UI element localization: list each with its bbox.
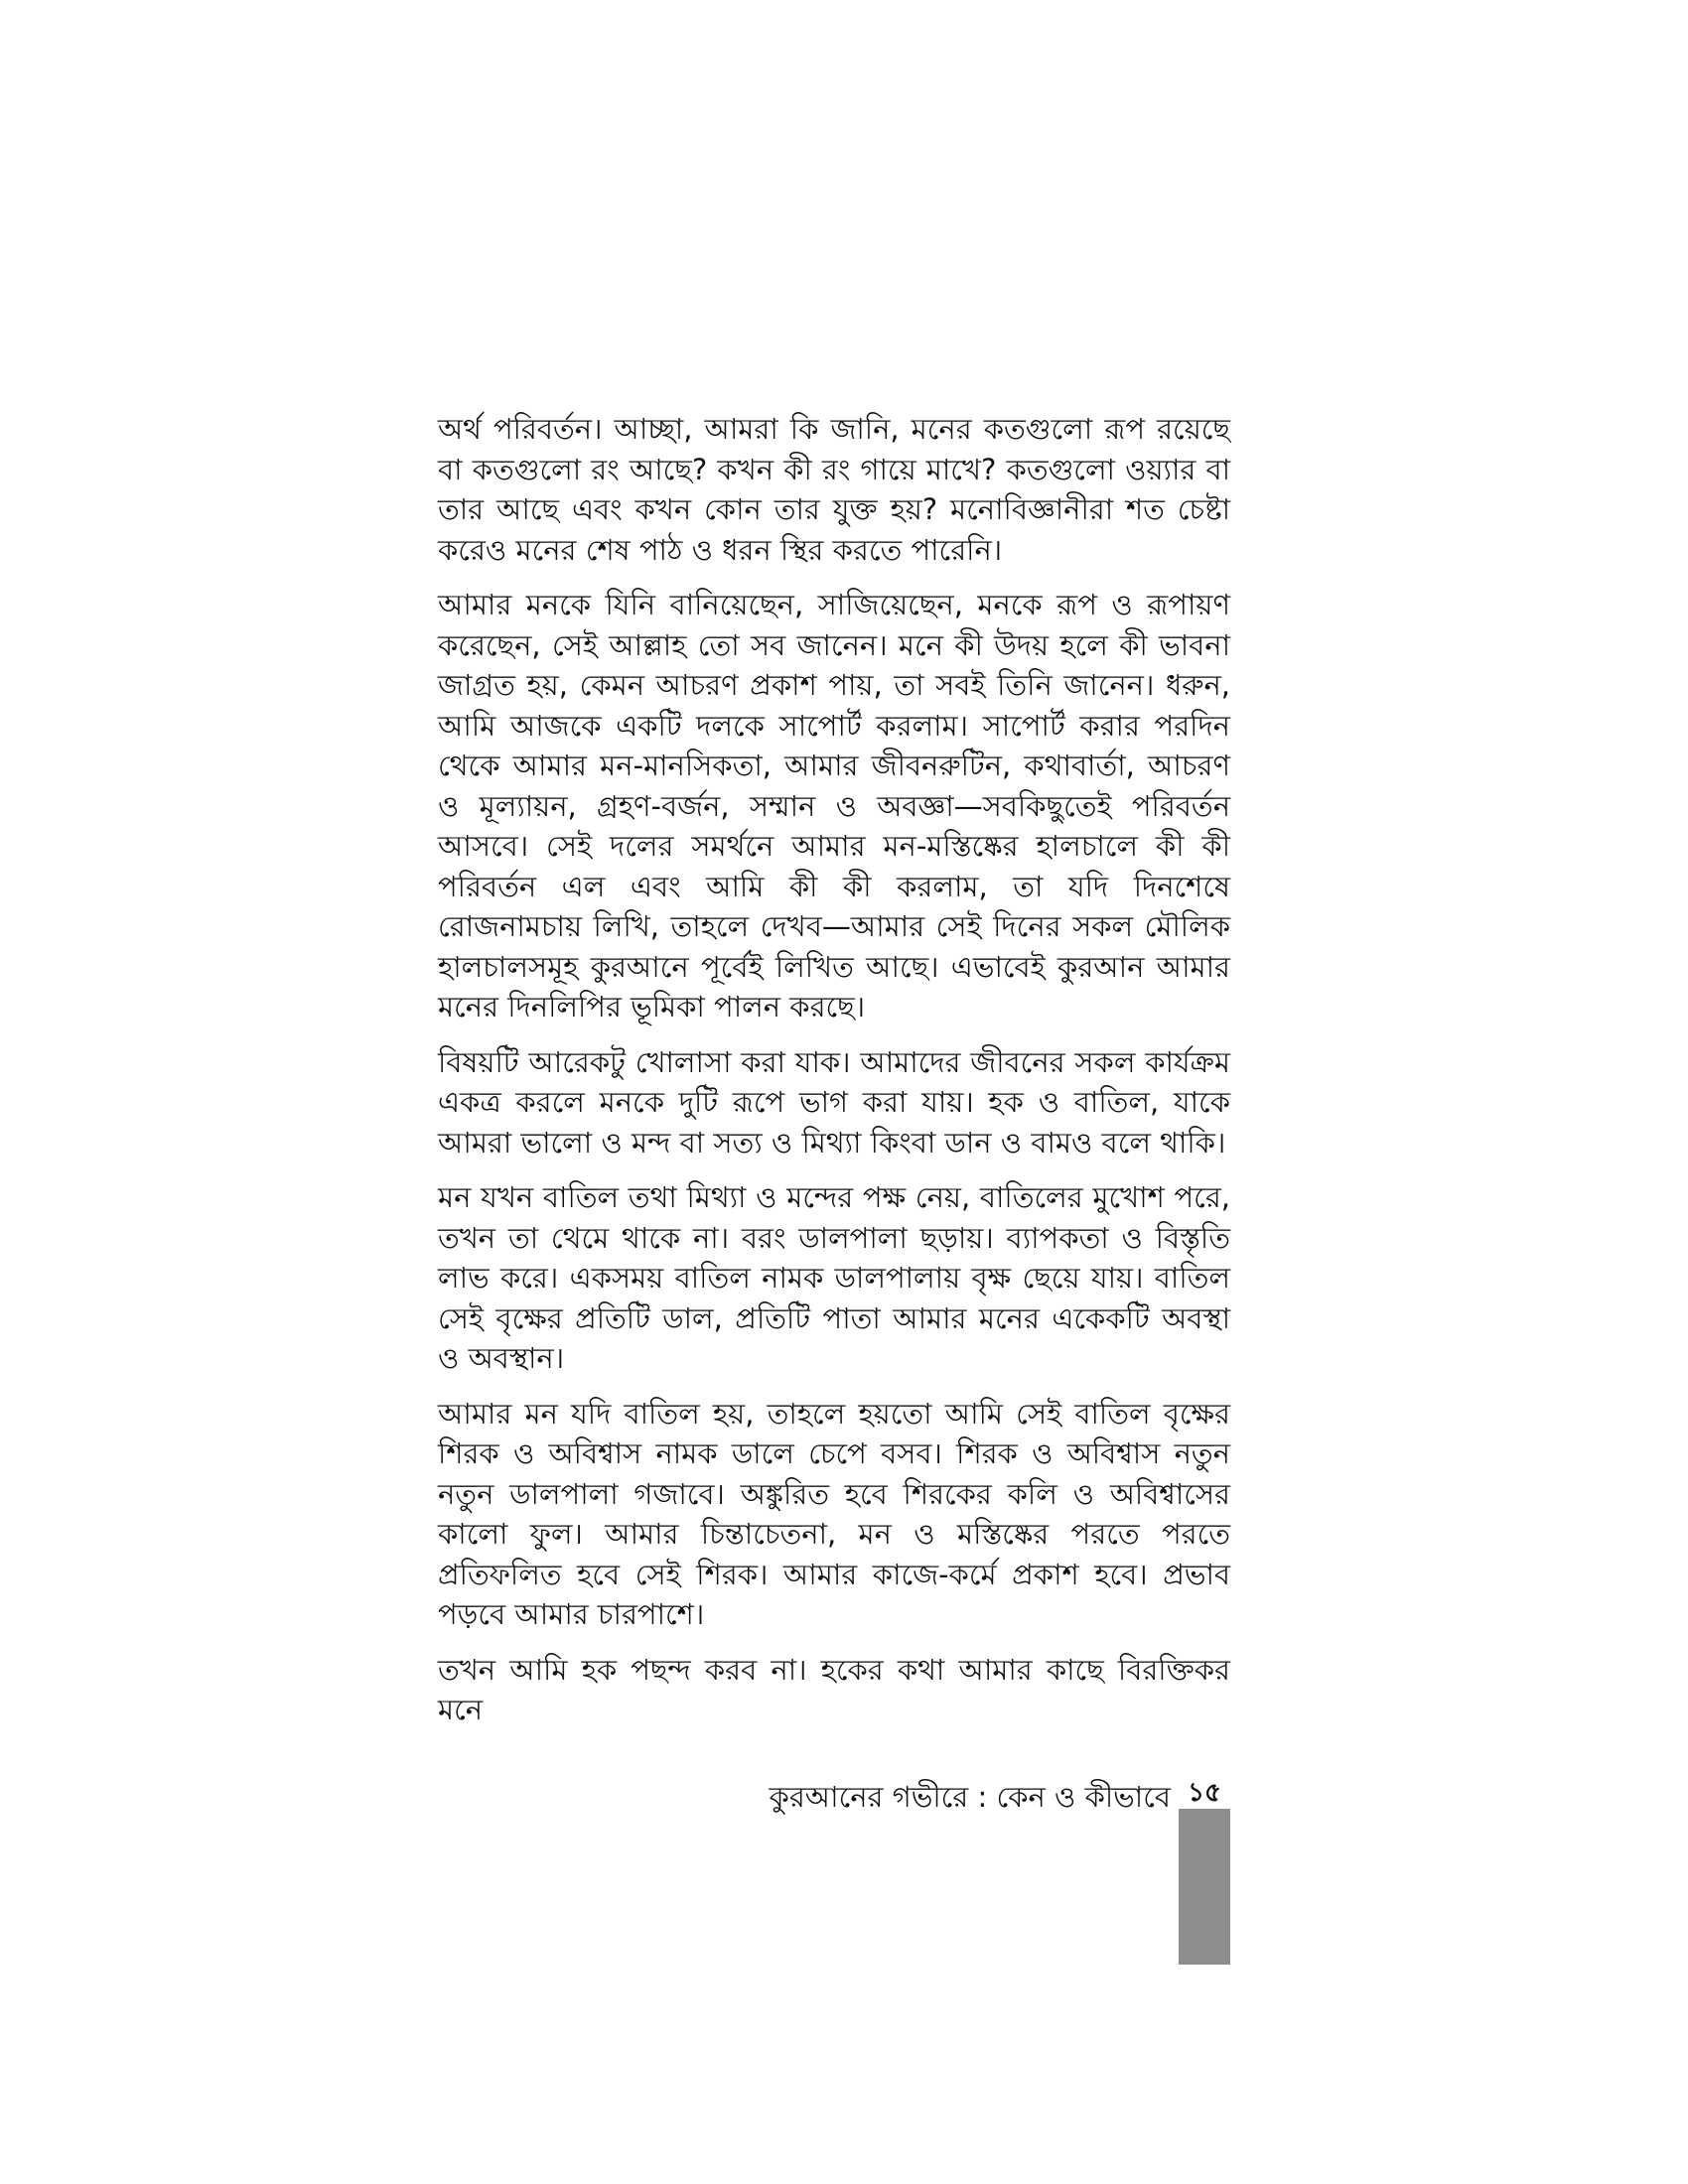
paragraph-1: অর্থ পরিবর্তন। আচ্ছা, আমরা কি জানি, মনের কতগুলো রূপ রয়েছে বা কতগুলো রং আছে? কখন কী রং গায়ে মাখে? কতগুলো ওয়্যার বা তার আছে এবং কখন কোন তার যুক্ত হয়? মনোবিজ্ঞানীরা শত চেষ্টা করেও মনের শেষ পাঠ ও ধরন স্থির করতে পারেনি।	[438, 412, 1230, 567]
page-number: ১৫	[1188, 1778, 1221, 1808]
page-edge-tab	[1179, 1809, 1230, 1965]
page-body	[438, 409, 1230, 1745]
paragraph-2: আমার মনকে যিনি বানিয়েছেন, সাজিয়েছেন, মনকে রূপ ও রূপায়ণ করেছেন, সেই আল্লাহ তো সব জানেন। মনে কী উদয় হলে কী ভাবনা জাগ্রত হয়, কেমন আচরণ প্রকাশ পায়, তা সবই তিনি জানেন। ধরুন, আমি আজকে একটি দলকে সাপোর্ট করলাম। সাপোর্ট করার পরদিন থেকে আমার মন-মানসিকতা, আমার জীবনরুটিন, কথাবার্তা, আচরণ ও মূল্যায়ন, গ্রহণ-বর্জন, সম্মান ও অবজ্ঞা—সবকিছুতেই পরিবর্তন আসবে। সেই দলের সমর্থনে আমার মন-মস্তিষ্কের হালচালে কী কী পরিবর্তন এল এবং আমি কী কী করলাম, তা যদি দিনশেষে রোজনামচায় লিখি, তাহলে দেখব—আমার সেই দিনের সকল মৌলিক হালচালসমূহ কুরআনে পূর্বেই লিখিত আছে। এভাবেই কুরআন আমার মনের দিনলিপির ভূমিকা পালন করছে।	[438, 588, 1230, 1024]
running-footer-title: কুরআনের গভীরে : কেন ও কীভাবে	[769, 1780, 1171, 1814]
paragraph-6: তখন আমি হক পছন্দ করব না। হকের কথা আমার কাছে বিরক্তিকর মনে	[438, 1652, 1230, 1726]
paragraph-5: আমার মন যদি বাতিল হয়, তাহলে হয়তো আমি সেই বাতিল বৃক্ষের শিরক ও অবিশ্বাস নামক ডালে চেপে বসব। শিরক ও অবিশ্বাস নতুন নতুন ডালপালা গজাবে। অঙ্কুরিত হবে শিরকের কলি ও অবিশ্বাসের কালো ফুল। আমার চিন্তাচেতনা, মন ও মস্তিষ্কের পরতে পরতে প্রতিফলিত হবে সেই শিরক। আমার কাজে-কর্মে প্রকাশ হবে। প্রভাব পড়বে আমার চারপাশে।	[438, 1396, 1230, 1631]
paragraph-4: মন যখন বাতিল তথা মিথ্যা ও মন্দের পক্ষ নেয়, বাতিলের মুখোশ পরে, তখন তা থেমে থাকে না। বরং ডালপালা ছড়ায়। ব্যাপকতা ও বিস্তৃতি লাভ করে। একসময় বাতিল নামক ডালপালায় বৃক্ষ ছেয়ে যায়। বাতিল সেই বৃক্ষের প্রতিটি ডাল, প্রতিটি পাতা আমার মনের একেকটি অবস্থা ও অবস্থান।	[438, 1180, 1230, 1375]
paragraph-3: বিষয়টি আরেকটু খোলাসা করা যাক। আমাদের জীবনের সকল কার্যক্রম একত্র করলে মনকে দুটি রূপে ভাগ করা যায়। হক ও বাতিল, যাকে আমরা ভালো ও মন্দ বা সত্য ও মিথ্যা কিংবা ডান ও বামও বলে থাকি।	[438, 1044, 1230, 1160]
page-footer	[438, 1777, 1230, 1817]
